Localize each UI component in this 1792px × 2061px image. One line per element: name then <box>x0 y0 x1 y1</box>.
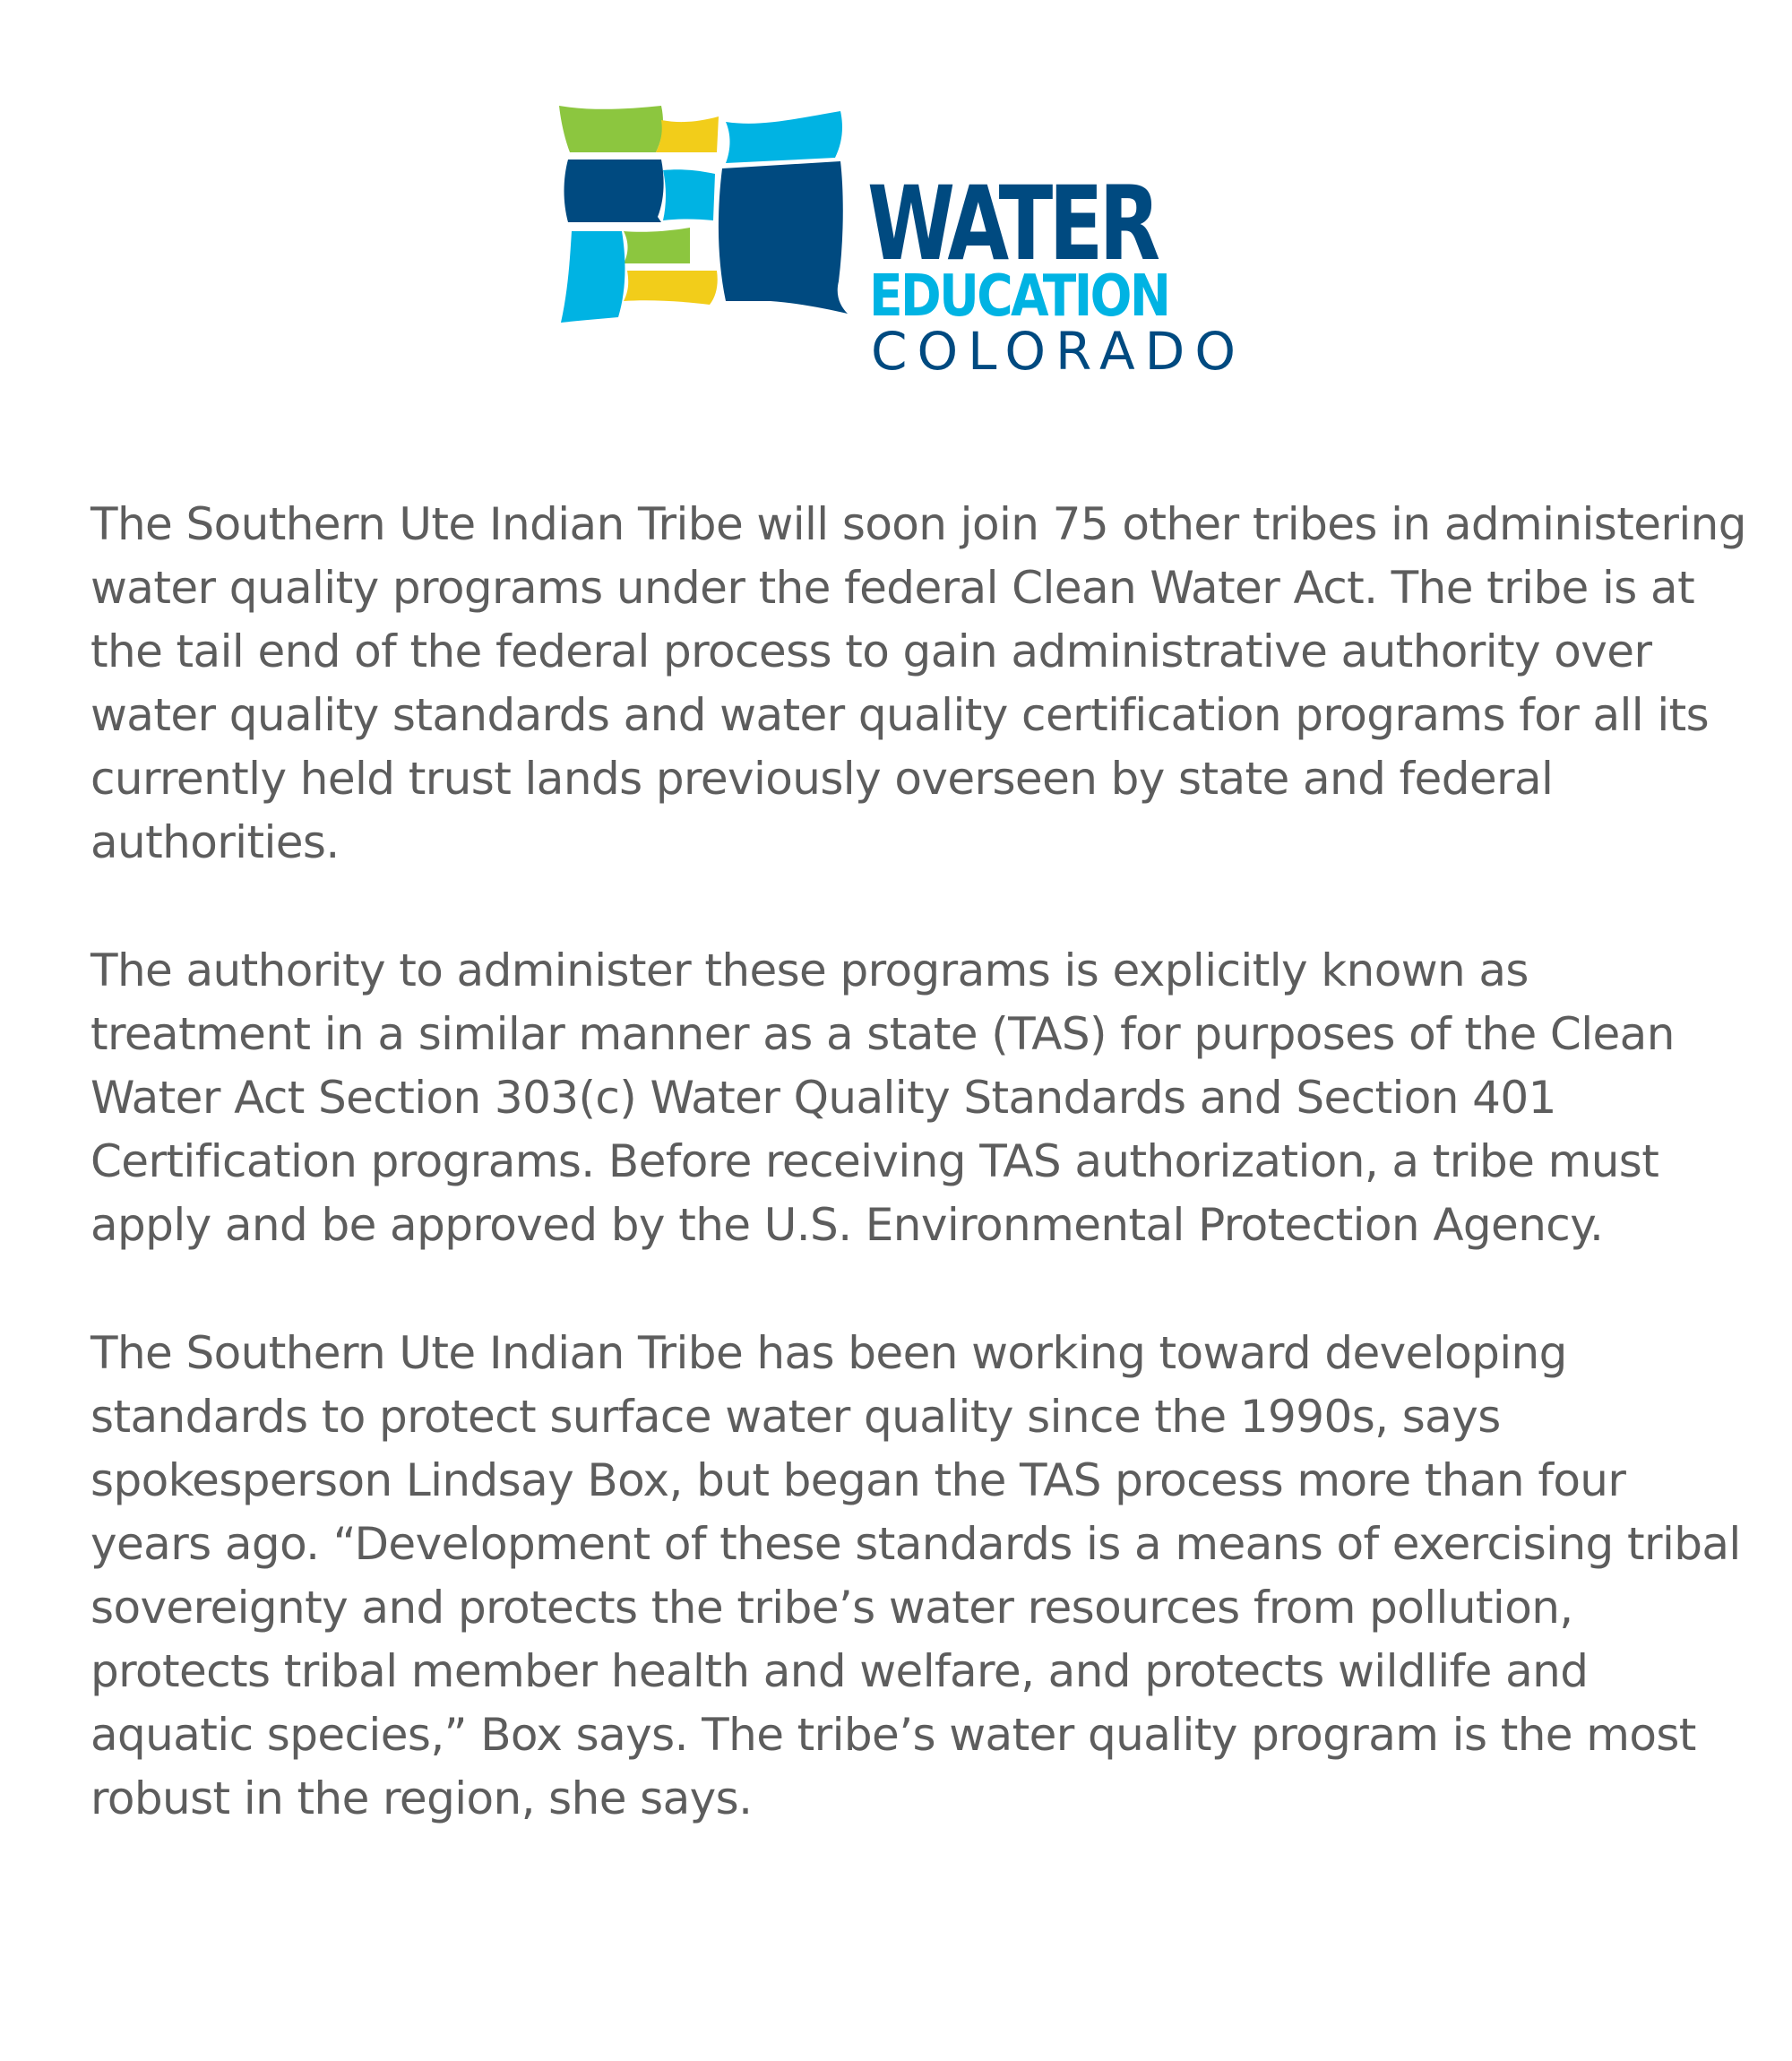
logo-blue-lower <box>561 231 625 323</box>
water-education-colorado-logo <box>556 106 1254 382</box>
logo-green-lower <box>624 228 690 263</box>
logo-yellow-lower <box>624 271 718 305</box>
logo-navy-left <box>564 160 664 222</box>
article-body <box>90 493 1748 1895</box>
paragraph-2: The authority to administer these programs is explicitly known as treatment in a similar manner as a state (TAS) for purposes of the Clean Water Act Section 303(c) Water Quality Standards and Section 401 Certification programs. Before receiving TAS authorization, a tribe must apply and be approved by the U.S. Environmental Protection Agency. <box>90 944 1675 1251</box>
logo-word-education: EDUCATION <box>869 263 1169 330</box>
paragraph-1: The Southern Ute Indian Tribe will soon join 75 other tribes in administering water quality programs under the federal Clean Water Act. The tribe is at the tail end of the federal process to gain administrative authority over water quality standards and water quality certification programs for all its currently held trust lands previously overseen by state and federal authorities. <box>90 498 1746 868</box>
logo-navy-right <box>719 161 848 314</box>
logo-word-water: WATER <box>867 164 1157 283</box>
logo-green-ribbon <box>559 106 663 152</box>
logo-blue-upper <box>726 111 842 163</box>
logo-blue-accent <box>663 169 715 220</box>
logo-mark-icon <box>556 106 869 330</box>
paragraph-3: The Southern Ute Indian Tribe has been working toward developing standards to protect surface water quality since the 1990s, says spokesperson Lindsay Box, but began the TAS process more than four years ago. “Development of these standards is a means of exercising tribal sovereignty and protects the tribe’s water resources from pollution, protects tribal member health and welfare, and protects wildlife and aquatic species,” Box says. The tribe’s water quality program is the most robust in the region, she says. <box>90 1327 1741 1824</box>
logo-yellow-ribbon-top <box>656 116 719 152</box>
logo-word-colorado: COLORADO <box>871 321 1245 382</box>
